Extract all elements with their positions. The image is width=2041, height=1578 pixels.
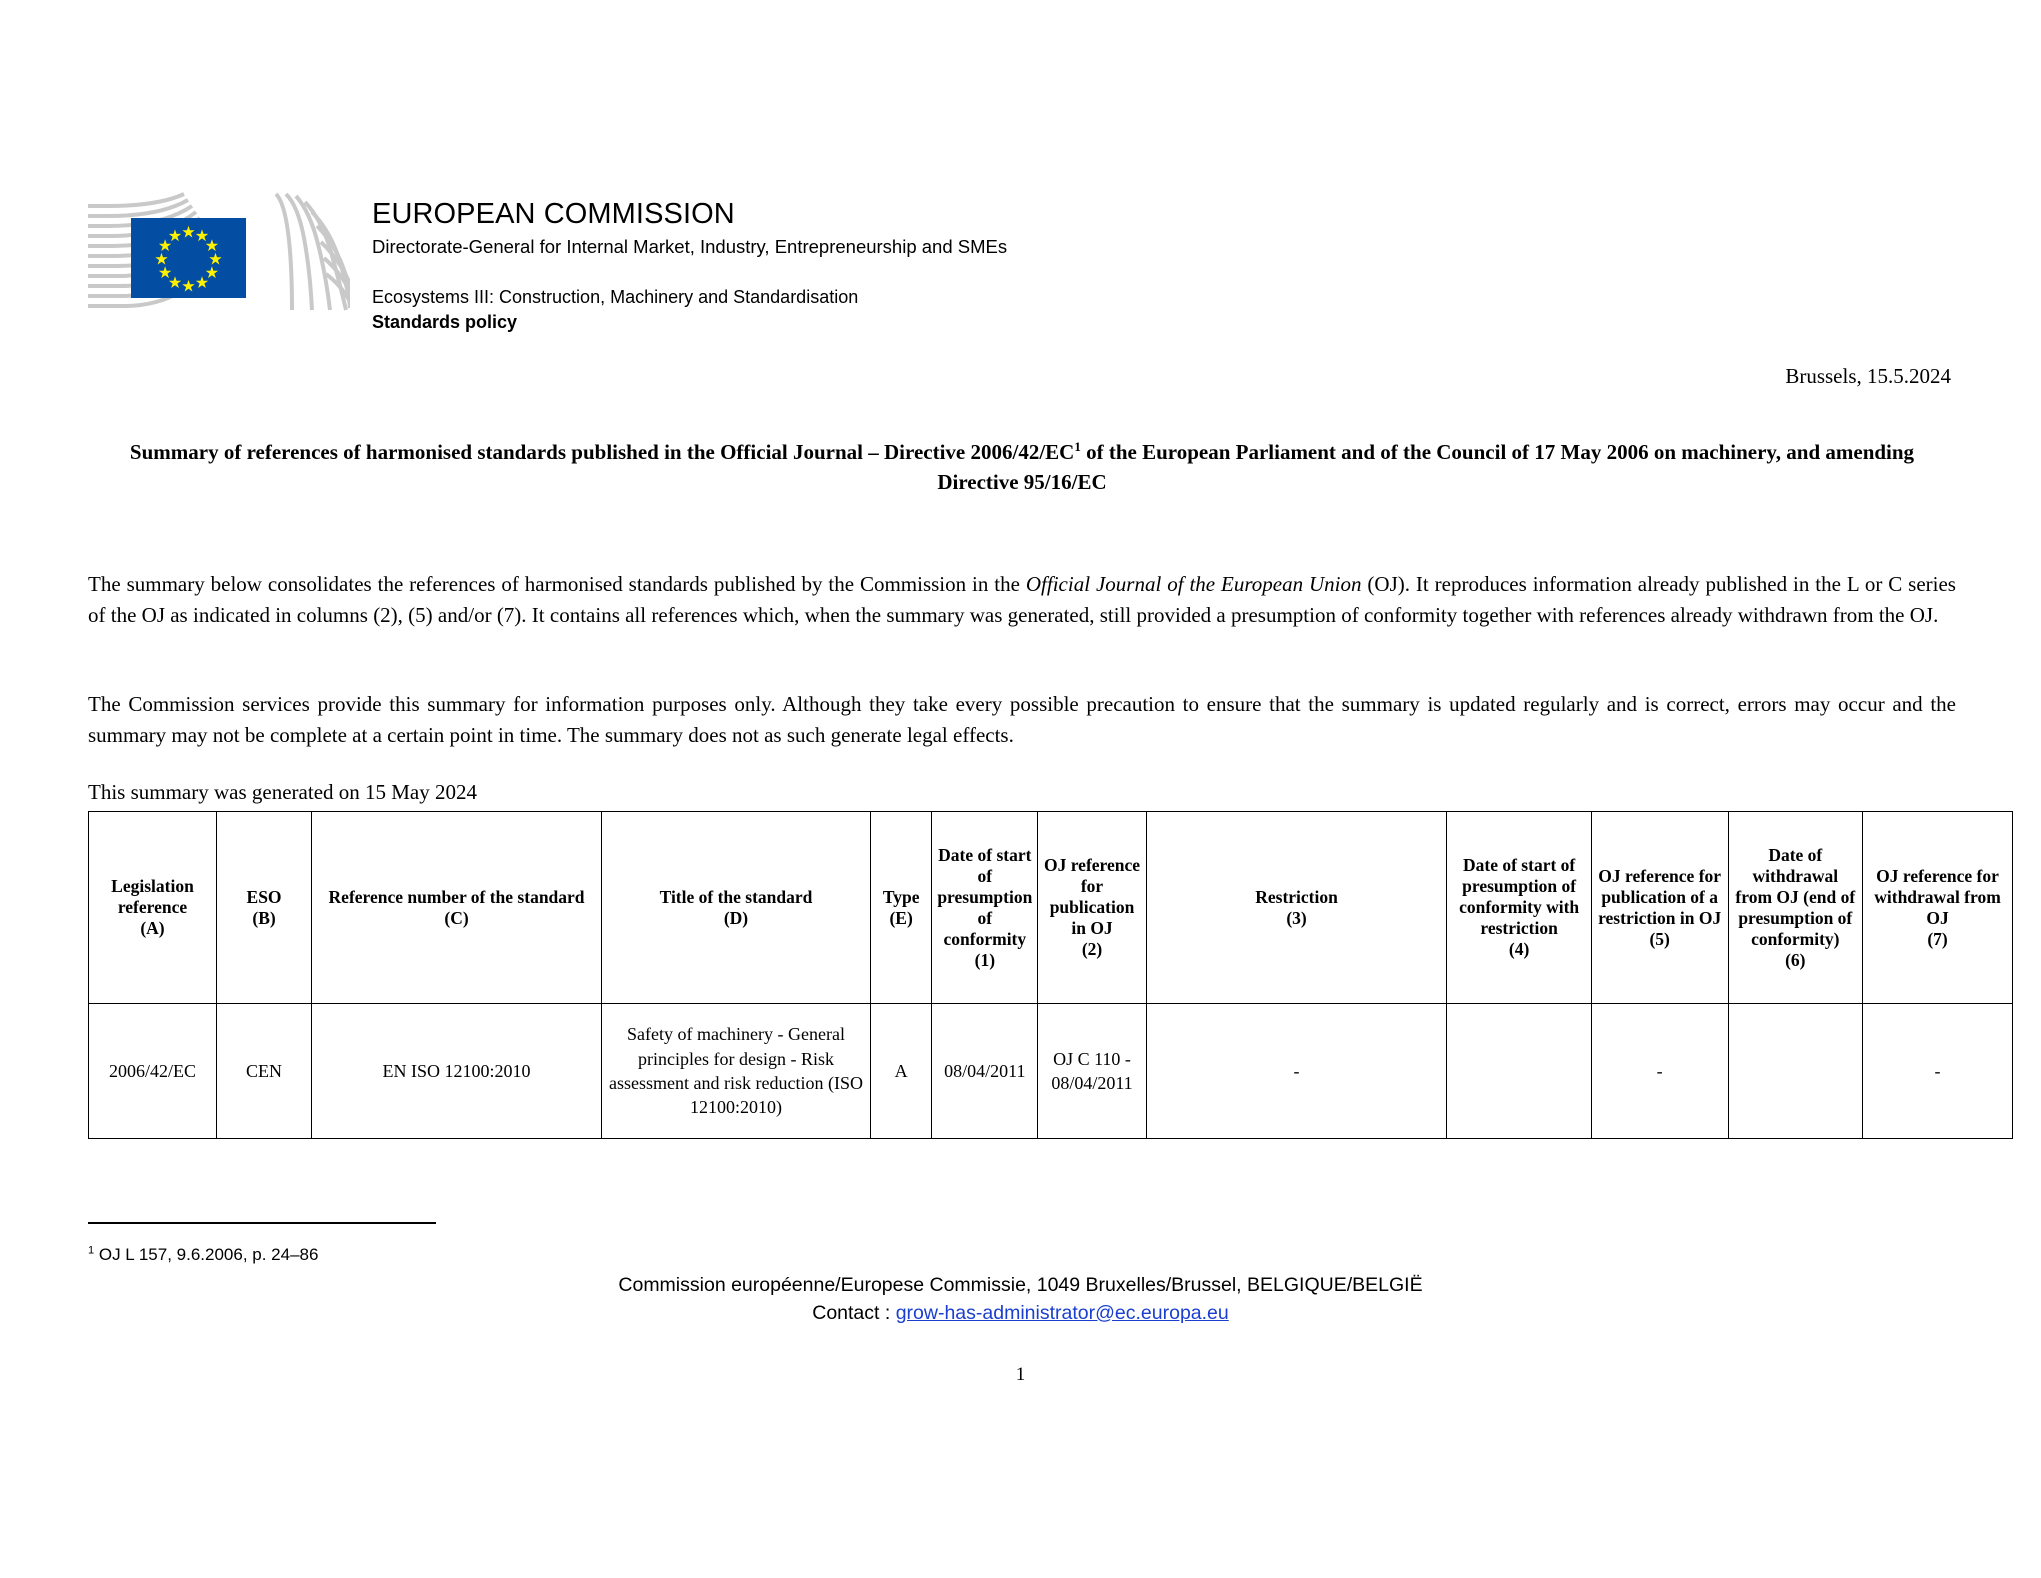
footnote	[88, 1245, 318, 1265]
disclaimer-paragraph: The Commission services provide this summary for information purposes only. Although they take every possible precaution to ensure that the summary is updated regularly and is correct, errors may occur and the summary may not be complete at a certain point in time. The summary does not as such generate legal effects.	[88, 692, 1956, 748]
footnote-marker: 1	[88, 1244, 95, 1257]
column-header-code: (5)	[1649, 928, 1670, 949]
column-header-label: OJ reference for publication in OJ	[1043, 855, 1141, 938]
standards-summary-table	[88, 811, 2013, 1139]
column-header-code: (B)	[252, 907, 276, 928]
cell-title-of-standard: Safety of machinery - General principles for design - Risk assessment and risk reduction (ISO 12100:2010)	[601, 1004, 870, 1139]
page-title-part-1: Summary of references of harmonised standards published in the Official Journal – Directive 2006/42/EC	[129, 440, 1075, 464]
column-header-label: Type	[882, 886, 920, 907]
intro-paragraph	[88, 569, 1956, 631]
document-header	[88, 192, 1007, 334]
contact-email-link[interactable]: grow-has-administrator@ec.europa.eu	[895, 1301, 1229, 1324]
policy-unit-name: Standards policy	[372, 311, 518, 332]
column-header-code: (2)	[1081, 939, 1103, 959]
column-header-date-withdrawal	[1728, 812, 1863, 1004]
column-header-code: (3)	[1286, 907, 1307, 928]
official-journal-italic: Official Journal of the European Union	[1025, 572, 1362, 596]
column-header-label: OJ reference for withdrawal from OJ	[1874, 865, 2001, 928]
cell-reference-number: EN ISO 12100:2010	[312, 1004, 602, 1139]
cell-date-withdrawal	[1728, 1004, 1863, 1139]
column-header-oj-reference-publication	[1038, 812, 1146, 1004]
column-header-label: Legislation reference	[111, 876, 194, 917]
directorate-general-name: Directorate-General for Internal Market, Industry, Entrepreneurship and SMEs	[372, 236, 1008, 258]
table-header-row	[89, 812, 2013, 1004]
footer-contact-label: Contact :	[812, 1301, 896, 1324]
intro-paragraph-text-a: The summary below consolidates the references of harmonised standards published by the Commission in the	[88, 572, 1026, 596]
column-header-reference-number	[312, 812, 602, 1004]
organisation-block	[372, 192, 1007, 334]
page-footer	[0, 1272, 2041, 1327]
column-header-oj-reference-withdrawal	[1863, 812, 2013, 1004]
cell-eso: CEN	[216, 1004, 311, 1139]
ecosystem-unit-line: Ecosystems III: Construction, Machinery and Standardisation	[372, 287, 859, 308]
cell-date-start-presumption: 08/04/2011	[932, 1004, 1038, 1139]
column-header-label: ESO	[246, 886, 282, 907]
column-header-label: Date of start of presumption of conformity with restriction	[1459, 855, 1580, 938]
column-header-code: (D)	[723, 907, 749, 928]
place-and-date: Brussels, 15.5.2024	[1785, 364, 1951, 388]
column-header-oj-reference-restriction	[1591, 812, 1728, 1004]
cell-legislation-reference: 2006/42/EC	[89, 1004, 217, 1139]
footer-contact-line	[0, 1300, 2041, 1328]
column-header-title-of-standard	[601, 812, 870, 1004]
organisation-name: EUROPEAN COMMISSION	[372, 198, 735, 230]
cell-date-start-presumption-restriction	[1447, 1004, 1591, 1139]
cell-type: A	[871, 1004, 932, 1139]
column-header-label: Title of the standard	[659, 886, 813, 907]
footer-address: Commission européenne/Europese Commissie, 1049 Bruxelles/Brussel, BELGIQUE/BELGIË	[618, 1274, 1423, 1296]
table-row	[89, 1004, 2013, 1139]
cell-oj-reference-withdrawal: -	[1863, 1004, 2013, 1139]
column-header-code: (6)	[1785, 949, 1806, 970]
intro-paragraph-text-b: (OJ). It reproduces information already published in the L or C series of the OJ as indicated in columns (2), (5) and/or (7). It contains all references which, when the summary was generated, still provided a presumption of conformity together with references already withdrawn from the OJ.	[88, 572, 1956, 628]
column-header-label: Restriction	[1255, 886, 1338, 907]
column-header-code: (7)	[1927, 928, 1948, 949]
page-number: 1	[1015, 1364, 1026, 1385]
title-footnote-marker: 1	[1074, 439, 1081, 454]
column-header-label: Reference number of the standard	[328, 886, 585, 907]
column-header-code: (4)	[1508, 939, 1530, 959]
column-header-label: Date of withdrawal from OJ (end of presumption of conformity)	[1735, 844, 1856, 949]
column-header-label: Date of start of presumption of conformity	[937, 844, 1033, 949]
page-title-part-2: of the European Parliament and of the Council of 17 May 2006 on machinery, and amending Directive 95/16/EC	[937, 440, 1915, 495]
column-header-code: (C)	[444, 907, 469, 928]
column-header-code: (E)	[889, 907, 913, 928]
column-header-legislation-reference	[89, 812, 217, 1004]
column-header-date-start-presumption	[932, 812, 1038, 1004]
column-header-code: (1)	[974, 949, 996, 970]
generation-date-paragraph: This summary was generated on 15 May 2024	[88, 780, 478, 804]
footnote-separator	[88, 1222, 436, 1224]
cell-oj-reference-restriction: -	[1591, 1004, 1728, 1139]
cell-restriction: -	[1146, 1004, 1447, 1139]
standards-table-wrapper	[88, 811, 2013, 1139]
footnote-text: OJ L 157, 9.6.2006, p. 24–86	[94, 1245, 319, 1264]
column-header-code: (A)	[140, 918, 165, 938]
column-header-eso	[216, 812, 311, 1004]
page-title	[88, 437, 1956, 498]
column-header-date-start-presumption-restriction	[1447, 812, 1591, 1004]
column-header-label: OJ reference for publication of a restriction in OJ	[1598, 865, 1722, 928]
column-header-type	[871, 812, 932, 1004]
column-header-restriction	[1146, 812, 1447, 1004]
cell-oj-reference-publication: OJ C 110 - 08/04/2011	[1038, 1004, 1146, 1139]
european-commission-logo-icon	[88, 192, 350, 312]
